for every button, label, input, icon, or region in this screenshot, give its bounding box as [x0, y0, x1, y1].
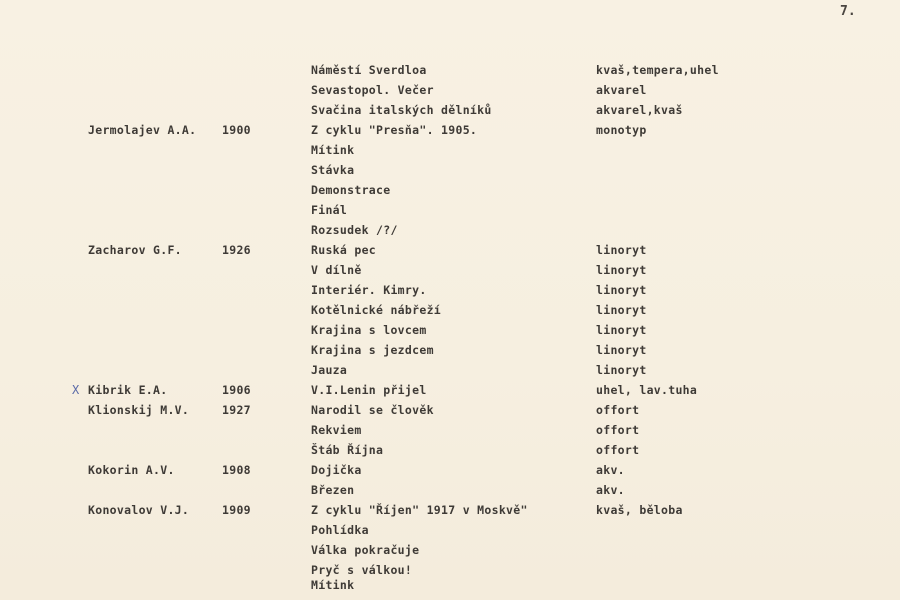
catalog-row: [0, 200, 900, 220]
catalog-row: [0, 480, 900, 500]
catalog-row: [0, 100, 900, 120]
technique: akvarel,kvaš: [596, 103, 683, 117]
technique: linoryt: [596, 363, 647, 377]
technique: offort: [596, 443, 640, 457]
catalog-row: [0, 220, 900, 240]
artwork-title: Náměstí Sverdloa: [311, 63, 427, 77]
correction-mark: X: [72, 383, 80, 397]
technique: linoryt: [596, 343, 647, 357]
technique: linoryt: [596, 283, 647, 297]
catalog-row: [0, 420, 900, 440]
author-name: Kokorin A.V.: [88, 463, 175, 477]
technique: akvarel: [596, 83, 647, 97]
artwork-title: Ruská pec: [311, 243, 377, 257]
artwork-title: Sevastopol. Večer: [311, 83, 434, 97]
author-name: Zacharov G.F.: [88, 243, 182, 257]
catalog-row: [0, 260, 900, 280]
artwork-title: Rozsudek /?/: [311, 223, 398, 237]
catalog-row: [0, 360, 900, 380]
artwork-title: Krajina s jezdcem: [311, 343, 434, 357]
artwork-title: Interiér. Kimry.: [311, 283, 427, 297]
artwork-title: Narodil se člověk: [311, 403, 434, 417]
catalog-row: [0, 460, 900, 480]
artwork-title: Demonstrace: [311, 183, 391, 197]
technique: akv.: [596, 463, 625, 477]
artwork-title: Rekviem: [311, 423, 362, 437]
catalog-row: [0, 440, 900, 460]
technique: linoryt: [596, 243, 647, 257]
catalog-row: [0, 400, 900, 420]
catalog-row: [0, 120, 900, 140]
technique: kvaš, běloba: [596, 503, 683, 517]
technique: offort: [596, 403, 640, 417]
technique: linoryt: [596, 323, 647, 337]
catalog-row: [0, 140, 900, 160]
artwork-title: Pryč s válkou!: [311, 563, 413, 577]
author-name: Kibrik E.A.: [88, 383, 168, 397]
artwork-title: Svačina italských dělníků: [311, 103, 492, 117]
catalog-row: [0, 180, 900, 200]
technique: linoryt: [596, 263, 647, 277]
technique: offort: [596, 423, 640, 437]
artwork-title: Březen: [311, 483, 355, 497]
technique: kvaš,tempera,uhel: [596, 63, 719, 77]
technique: monotyp: [596, 123, 647, 137]
catalog-row: [0, 500, 900, 520]
catalog-row: [0, 540, 900, 560]
catalog-row: [0, 60, 900, 80]
page-number: 7.: [840, 4, 856, 19]
artwork-title: Jauza: [311, 363, 348, 377]
artwork-title: Finál: [311, 203, 348, 217]
birth-year: 1927: [222, 403, 251, 417]
artwork-title: Stávka: [311, 163, 355, 177]
catalog-row: [0, 380, 900, 400]
birth-year: 1906: [222, 383, 251, 397]
birth-year: 1909: [222, 503, 251, 517]
artwork-title: Z cyklu "Presňa". 1905.: [311, 123, 478, 137]
birth-year: 1908: [222, 463, 251, 477]
artwork-title: Štáb Října: [311, 443, 384, 457]
catalog-row: [0, 80, 900, 100]
artwork-title: Dojička: [311, 463, 362, 477]
artwork-title: Mítink: [311, 143, 355, 157]
catalog-row: [0, 340, 900, 360]
author-name: Konovalov V.J.: [88, 503, 190, 517]
artwork-title: Pohlídka: [311, 523, 369, 537]
catalog-row: [0, 280, 900, 300]
catalog-row: [0, 160, 900, 180]
birth-year: 1926: [222, 243, 251, 257]
technique: uhel, lav.tuha: [596, 383, 698, 397]
catalog-row: [0, 300, 900, 320]
artwork-title: Mítink: [311, 578, 355, 592]
artwork-title: Z cyklu "Říjen" 1917 v Moskvě": [311, 503, 528, 517]
catalog-row: [0, 320, 900, 340]
artwork-title: V.I.Lenin přijel: [311, 383, 427, 397]
catalog-row: [0, 575, 900, 595]
birth-year: 1900: [222, 123, 251, 137]
author-name: Klionskij M.V.: [88, 403, 190, 417]
artwork-title: V dílně: [311, 263, 362, 277]
catalog-row: [0, 240, 900, 260]
artwork-title: Kotělnické nábřeží: [311, 303, 442, 317]
technique: akv.: [596, 483, 625, 497]
catalog-row: [0, 520, 900, 540]
artwork-title: Krajina s lovcem: [311, 323, 427, 337]
technique: linoryt: [596, 303, 647, 317]
author-name: Jermolajev A.A.: [88, 123, 197, 137]
artwork-title: Válka pokračuje: [311, 543, 420, 557]
